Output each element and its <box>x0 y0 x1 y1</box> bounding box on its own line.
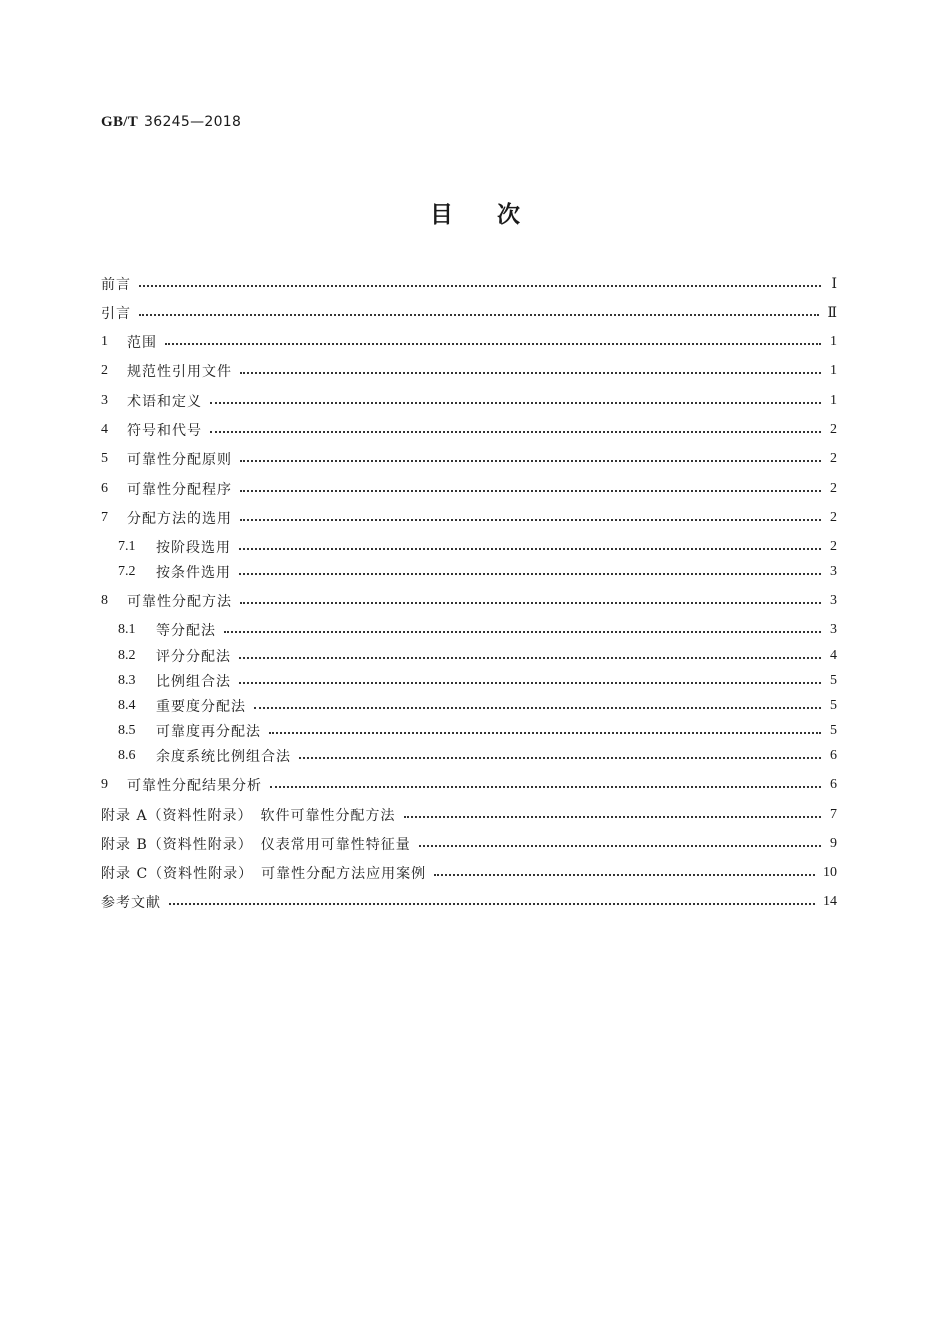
toc-entry[interactable] <box>101 302 837 324</box>
toc-entry-title: 前言 <box>101 277 131 293</box>
toc-dot-leader <box>404 816 821 818</box>
standard-number: 36245—2018 <box>144 114 242 130</box>
toc-page-number: Ⅱ <box>827 305 837 321</box>
toc-entry[interactable] <box>118 670 837 692</box>
toc-page-number: 2 <box>830 481 837 496</box>
toc-dot-leader <box>210 402 821 404</box>
toc-page-number: 6 <box>830 777 837 792</box>
toc-entry[interactable] <box>101 774 837 796</box>
toc-entry-number: 8.3 <box>118 673 136 688</box>
toc-entry-title: 参考文献 <box>101 895 161 911</box>
toc-title: 目次 <box>430 202 564 228</box>
toc-dot-leader <box>239 682 821 684</box>
toc-page-number: 6 <box>830 748 837 763</box>
toc-entry-number: 7.2 <box>118 564 136 579</box>
toc-entry[interactable] <box>101 331 837 353</box>
toc-entry[interactable] <box>101 891 837 913</box>
toc-entry-number: 2 <box>101 363 108 378</box>
toc-page-number: 2 <box>830 451 837 466</box>
toc-entry-number: 4 <box>101 422 108 437</box>
toc-entry-title: 规范性引用文件 <box>127 364 232 380</box>
toc-dot-leader <box>270 786 821 788</box>
toc-dot-leader <box>239 657 821 659</box>
toc-entry-number: 8 <box>101 593 108 608</box>
toc-entry[interactable] <box>118 561 837 583</box>
toc-entry-title: 重要度分配法 <box>156 699 246 715</box>
toc-dot-leader <box>299 757 821 759</box>
toc-entry-title: 评分分配法 <box>156 649 231 665</box>
toc-entry-number: 9 <box>101 777 108 792</box>
toc-entry-title: 附录 C（资料性附录） 可靠性分配方法应用案例 <box>101 866 427 882</box>
toc-dot-leader <box>165 343 821 345</box>
toc-entry[interactable] <box>101 507 837 529</box>
toc-entry[interactable] <box>101 390 837 412</box>
toc-entry[interactable] <box>118 619 837 641</box>
toc-dot-leader <box>254 707 821 709</box>
toc-entry[interactable] <box>118 645 837 667</box>
toc-page-number: 9 <box>830 836 837 851</box>
toc-entry-number: 8.2 <box>118 648 136 663</box>
toc-entry[interactable] <box>118 536 837 558</box>
toc-dot-leader <box>434 874 815 876</box>
toc-dot-leader <box>240 519 821 521</box>
toc-dot-leader <box>269 732 821 734</box>
toc-page-number: 10 <box>823 865 837 880</box>
toc-page-number: 2 <box>830 510 837 525</box>
toc-page-number: 4 <box>830 648 837 663</box>
toc-dot-leader <box>240 460 821 462</box>
toc-entry[interactable] <box>101 478 837 500</box>
toc-entry-number: 7 <box>101 510 108 525</box>
toc-dot-leader <box>139 285 821 287</box>
toc-page-number: Ⅰ <box>831 276 837 292</box>
toc-entry-title: 余度系统比例组合法 <box>156 749 291 765</box>
toc-entry-title: 等分配法 <box>156 623 216 639</box>
toc-page-number: 14 <box>823 894 837 909</box>
toc-entry-title: 附录 B（资料性附录） 仪表常用可靠性特征量 <box>101 837 411 853</box>
toc-entry-title: 分配方法的选用 <box>127 511 232 527</box>
toc-entry-number: 8.5 <box>118 723 136 738</box>
toc-entry-title: 可靠性分配结果分析 <box>127 778 262 794</box>
toc-entry-title: 可靠性分配方法 <box>127 594 232 610</box>
toc-entry-title: 引言 <box>101 306 131 322</box>
toc-dot-leader <box>224 631 821 633</box>
toc-entry[interactable] <box>101 419 837 441</box>
toc-dot-leader <box>240 490 821 492</box>
toc-dot-leader <box>239 573 821 575</box>
toc-entry-title: 按条件选用 <box>156 565 231 581</box>
standard-prefix: GB/T <box>101 114 139 130</box>
toc-entry-number: 8.1 <box>118 622 136 637</box>
toc-entry-title: 符号和代号 <box>127 423 202 439</box>
toc-dot-leader <box>239 548 821 550</box>
toc-entry-number: 8.4 <box>118 698 136 713</box>
toc-entry-title: 比例组合法 <box>156 674 231 690</box>
toc-entry-title: 可靠性分配程序 <box>127 482 232 498</box>
toc-dot-leader <box>169 903 815 905</box>
toc-page-number: 1 <box>830 363 837 378</box>
toc-dot-leader <box>240 602 821 604</box>
toc-dot-leader <box>210 431 821 433</box>
toc-entry-title: 可靠度再分配法 <box>156 724 261 740</box>
toc-dot-leader <box>139 314 819 316</box>
toc-entry-title: 可靠性分配原则 <box>127 452 232 468</box>
toc-entry[interactable] <box>101 804 837 826</box>
toc-entry-title: 范围 <box>127 335 157 351</box>
table-of-contents <box>101 0 837 1344</box>
toc-entry-title: 按阶段选用 <box>156 540 231 556</box>
toc-entry[interactable] <box>101 448 837 470</box>
toc-page-number: 1 <box>830 334 837 349</box>
toc-entry[interactable] <box>101 833 837 855</box>
toc-entry-number: 8.6 <box>118 748 136 763</box>
toc-entry[interactable] <box>118 745 837 767</box>
toc-entry[interactable] <box>101 273 837 295</box>
toc-entry[interactable] <box>101 862 837 884</box>
toc-dot-leader <box>419 845 821 847</box>
toc-entry[interactable] <box>118 695 837 717</box>
toc-entry-number: 1 <box>101 334 108 349</box>
toc-page-number: 3 <box>830 622 837 637</box>
toc-dot-leader <box>240 372 821 374</box>
toc-page-number: 2 <box>830 539 837 554</box>
toc-entry[interactable] <box>101 590 837 612</box>
toc-entry-title: 术语和定义 <box>127 394 202 410</box>
toc-entry[interactable] <box>118 720 837 742</box>
toc-page-number: 7 <box>830 807 837 822</box>
toc-entry-number: 5 <box>101 451 108 466</box>
toc-entry-title: 附录 A（资料性附录） 软件可靠性分配方法 <box>101 808 396 824</box>
toc-page-number: 3 <box>830 564 837 579</box>
toc-entry-number: 3 <box>101 393 108 408</box>
toc-entry[interactable] <box>101 360 837 382</box>
toc-page-number: 1 <box>830 393 837 408</box>
toc-page-number: 3 <box>830 593 837 608</box>
toc-page-number: 2 <box>830 422 837 437</box>
toc-page-number: 5 <box>830 698 837 713</box>
toc-entry-number: 7.1 <box>118 539 136 554</box>
toc-page-number: 5 <box>830 673 837 688</box>
toc-entry-number: 6 <box>101 481 108 496</box>
toc-page-number: 5 <box>830 723 837 738</box>
